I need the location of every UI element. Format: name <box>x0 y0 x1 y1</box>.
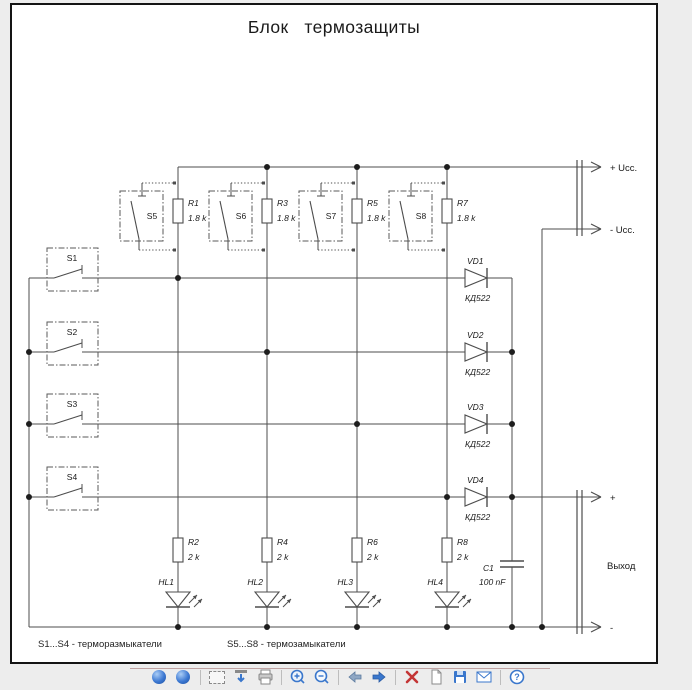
svg-text:R8: R8 <box>457 537 468 547</box>
svg-text:VD2: VD2 <box>467 330 484 340</box>
switch-S3 <box>47 394 98 437</box>
svg-text:R3: R3 <box>277 198 288 208</box>
svg-text:КД522: КД522 <box>465 293 491 303</box>
prev-page-sphere-icon[interactable] <box>152 669 168 685</box>
svg-text:+: + <box>610 493 616 504</box>
help-icon[interactable] <box>509 669 525 685</box>
svg-text:R4: R4 <box>277 537 288 547</box>
svg-text:КД522: КД522 <box>465 512 491 522</box>
viewer-toolbar <box>0 669 692 689</box>
next-page-sphere-icon[interactable] <box>176 669 192 685</box>
switch-S5 <box>120 182 176 252</box>
svg-text:S5: S5 <box>146 211 158 221</box>
svg-text:?: ? <box>514 672 520 682</box>
toolbar-separator <box>500 670 501 685</box>
diode-VD4 <box>465 475 490 522</box>
back-arrow-icon[interactable] <box>347 669 363 685</box>
svg-text:VD3: VD3 <box>467 402 484 412</box>
svg-text:1.8 k: 1.8 k <box>457 213 476 223</box>
copy-page-icon[interactable] <box>428 669 444 685</box>
email-icon[interactable] <box>476 669 492 685</box>
switch-S1 <box>47 248 98 291</box>
zoom-in-icon[interactable] <box>290 669 306 685</box>
svg-text:+ Ucc.: + Ucc. <box>610 163 638 174</box>
svg-text:R7: R7 <box>457 198 468 208</box>
led-HL4 <box>427 577 471 607</box>
svg-text:VD4: VD4 <box>467 475 484 485</box>
switch-S7 <box>299 182 355 252</box>
svg-text:S2: S2 <box>66 327 78 337</box>
switch-S2 <box>47 322 98 365</box>
forward-arrow-icon[interactable] <box>371 669 387 685</box>
diode-VD2 <box>465 330 490 377</box>
wires <box>29 160 601 634</box>
capacitor-C1 <box>479 561 524 587</box>
footnote-right-switches: S5...S8 - термозамыкатели <box>227 639 346 650</box>
svg-text:1.8 k: 1.8 k <box>367 213 386 223</box>
toolbar-separator <box>338 670 339 685</box>
pin-labels <box>607 163 637 634</box>
fit-page-icon[interactable] <box>209 669 225 685</box>
svg-text:R5: R5 <box>367 198 378 208</box>
toolbar-separator <box>200 670 201 685</box>
led-HL3 <box>337 577 381 607</box>
export-icon[interactable] <box>233 669 249 685</box>
svg-text:КД522: КД522 <box>465 367 491 377</box>
svg-text:-: - <box>610 623 614 634</box>
toolbar-separator <box>281 670 282 685</box>
resistor-R1 <box>173 198 207 223</box>
resistor-R7 <box>442 198 476 223</box>
svg-text:Выход: Выход <box>607 561 636 572</box>
led-HL2 <box>247 577 291 607</box>
svg-text:HL3: HL3 <box>337 577 353 587</box>
close-icon[interactable] <box>404 669 420 685</box>
svg-text:КД522: КД522 <box>465 439 491 449</box>
page-title: Блок термозащиты <box>247 17 421 37</box>
svg-text:S8: S8 <box>415 211 427 221</box>
diode-VD3 <box>465 402 490 449</box>
switch-S4 <box>47 467 98 510</box>
resistor-R6 <box>352 537 379 562</box>
svg-text:HL1: HL1 <box>158 577 174 587</box>
svg-text:2 k: 2 k <box>277 552 289 562</box>
svg-text:HL2: HL2 <box>247 577 263 587</box>
resistor-R3 <box>262 198 296 223</box>
footnote-left-switches: S1...S4 - терморазмыкатели <box>38 639 162 650</box>
resistor-R5 <box>352 198 386 223</box>
switch-S8 <box>389 182 445 252</box>
svg-text:2 k: 2 k <box>188 552 200 562</box>
switch-S6 <box>209 182 265 252</box>
toolbar-separator <box>395 670 396 685</box>
svg-text:S7: S7 <box>325 211 337 221</box>
svg-text:1.8 k: 1.8 k <box>277 213 296 223</box>
svg-text:R2: R2 <box>188 537 199 547</box>
svg-text:R1: R1 <box>188 198 199 208</box>
diode-VD1 <box>465 256 490 303</box>
svg-text:- Ucc.: - Ucc. <box>610 225 635 236</box>
svg-text:2 k: 2 k <box>367 552 379 562</box>
svg-text:C1: C1 <box>483 563 494 573</box>
svg-text:2 k: 2 k <box>457 552 469 562</box>
resistor-R8 <box>442 537 469 562</box>
zoom-out-icon[interactable] <box>314 669 330 685</box>
resistor-R2 <box>173 537 200 562</box>
svg-text:S1: S1 <box>66 253 78 263</box>
svg-text:HL4: HL4 <box>427 577 443 587</box>
svg-text:100 nF: 100 nF <box>479 577 506 587</box>
svg-text:R6: R6 <box>367 537 378 547</box>
svg-text:VD1: VD1 <box>467 256 484 266</box>
led-HL1 <box>158 577 202 607</box>
svg-text:S3: S3 <box>66 399 78 409</box>
svg-text:S6: S6 <box>235 211 247 221</box>
svg-text:1.8 k: 1.8 k <box>188 213 207 223</box>
save-icon[interactable] <box>452 669 468 685</box>
resistor-R4 <box>262 537 289 562</box>
svg-text:S4: S4 <box>66 472 78 482</box>
print-icon[interactable] <box>257 669 273 685</box>
